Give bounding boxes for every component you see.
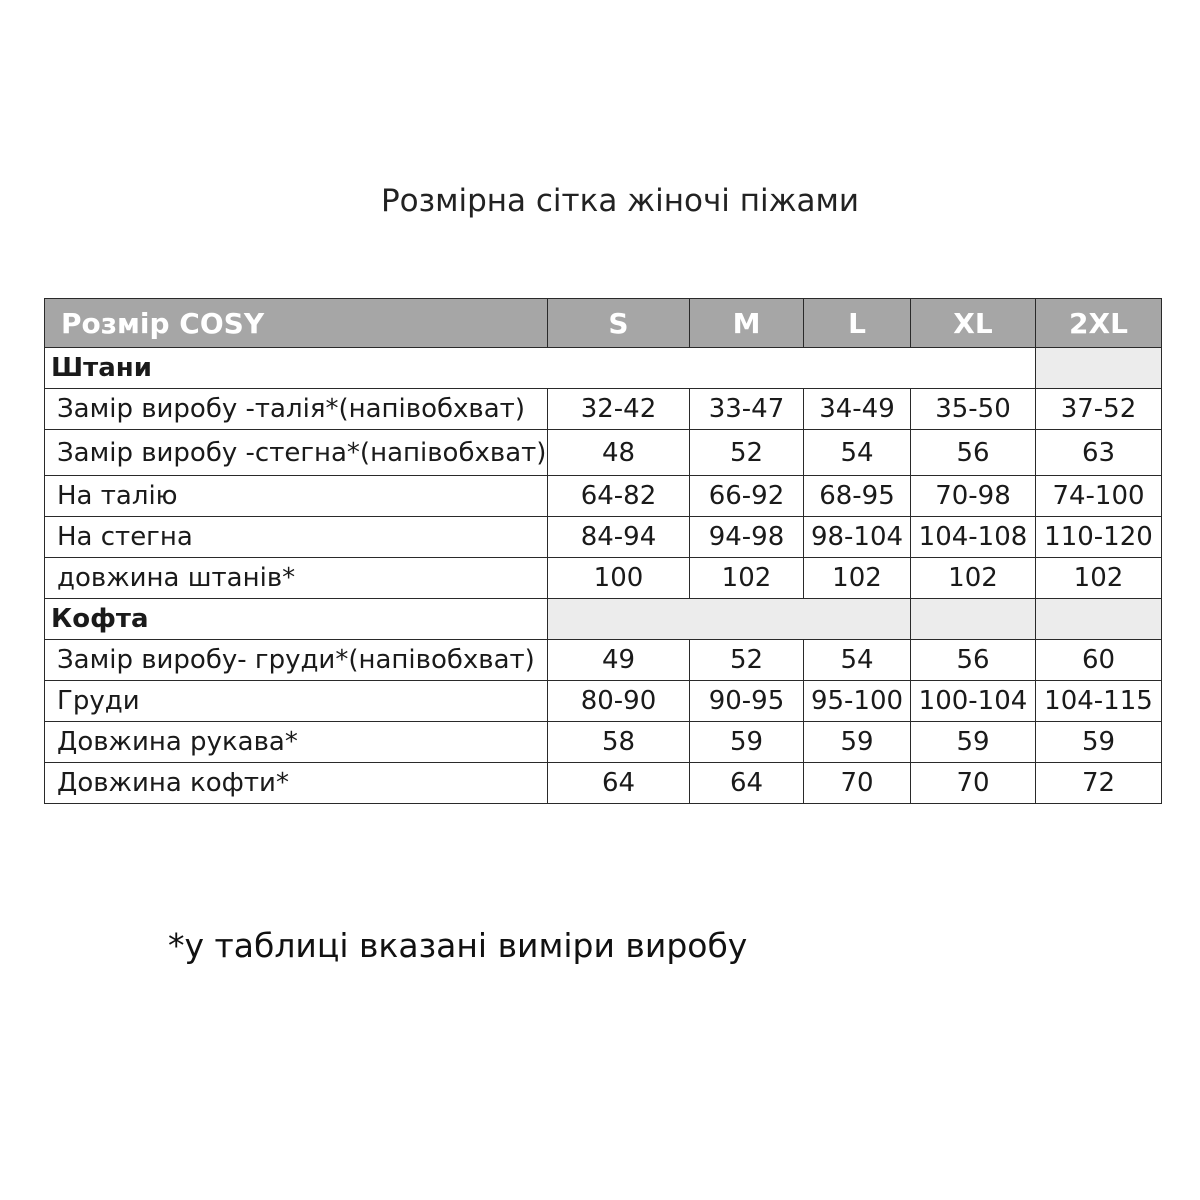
header-cell-m: M [690,299,804,348]
cell-xl: 56 [911,640,1036,681]
row-label: Замір виробу -талія*(напівобхват) [45,389,548,430]
header-cell-2xl: 2XL [1036,299,1162,348]
section-row-top [45,599,1162,640]
size-table [44,298,1162,804]
section-shade-cell [1036,348,1162,389]
cell-l: 102 [804,558,911,599]
cell-s: 32-42 [548,389,690,430]
cell-2xl: 104-115 [1036,681,1162,722]
cell-xl: 100-104 [911,681,1036,722]
row-label: На талію [45,476,548,517]
cell-s: 84-94 [548,517,690,558]
cell-m: 64 [690,763,804,804]
row-label: Довжина кофти* [45,763,548,804]
cell-s: 58 [548,722,690,763]
cell-2xl: 74-100 [1036,476,1162,517]
cell-s: 64-82 [548,476,690,517]
cell-s: 100 [548,558,690,599]
cell-m: 59 [690,722,804,763]
section-row-pants [45,348,1162,389]
cell-m: 102 [690,558,804,599]
section-shade-cell [1036,599,1162,640]
row-label: Груди [45,681,548,722]
cell-m: 66-92 [690,476,804,517]
cell-2xl: 59 [1036,722,1162,763]
table-row [45,558,1162,599]
cell-s: 64 [548,763,690,804]
cell-xl: 104-108 [911,517,1036,558]
cell-l: 34-49 [804,389,911,430]
header-cell-s: S [548,299,690,348]
cell-l: 68-95 [804,476,911,517]
cell-l: 59 [804,722,911,763]
cell-s: 80-90 [548,681,690,722]
cell-xl: 70-98 [911,476,1036,517]
cell-2xl: 110-120 [1036,517,1162,558]
table-row [45,681,1162,722]
cell-m: 90-95 [690,681,804,722]
section-shade-cell [548,599,911,640]
table-row [45,389,1162,430]
footnote: *у таблиці вказані виміри виробу [168,926,748,965]
cell-2xl: 72 [1036,763,1162,804]
cell-l: 98-104 [804,517,911,558]
row-label: На стегна [45,517,548,558]
cell-l: 54 [804,430,911,476]
cell-2xl: 60 [1036,640,1162,681]
row-label: Замір виробу- груди*(напівобхват) [45,640,548,681]
cell-2xl: 102 [1036,558,1162,599]
cell-xl: 56 [911,430,1036,476]
cell-xl: 102 [911,558,1036,599]
page-title: Розмірна сітка жіночі піжами [380,183,860,219]
table-row [45,476,1162,517]
table-row [45,763,1162,804]
cell-l: 70 [804,763,911,804]
cell-l: 54 [804,640,911,681]
cell-xl: 35-50 [911,389,1036,430]
table-row [45,430,1162,476]
row-label: Замір виробу -стегна*(напівобхват) [45,430,548,476]
cell-m: 52 [690,640,804,681]
cell-xl: 59 [911,722,1036,763]
cell-s: 49 [548,640,690,681]
section-shade-cell [911,599,1036,640]
table-header-row [45,299,1162,348]
cell-m: 94-98 [690,517,804,558]
header-cell-size-label: Розмір COSY [45,299,548,348]
cell-m: 52 [690,430,804,476]
cell-s: 48 [548,430,690,476]
cell-l: 95-100 [804,681,911,722]
cell-m: 33-47 [690,389,804,430]
cell-2xl: 37-52 [1036,389,1162,430]
row-label: Довжина рукава* [45,722,548,763]
section-label: Кофта [45,599,548,640]
section-label: Штани [45,348,1036,389]
cell-xl: 70 [911,763,1036,804]
cell-2xl: 63 [1036,430,1162,476]
header-cell-l: L [804,299,911,348]
row-label: довжина штанів* [45,558,548,599]
header-cell-xl: XL [911,299,1036,348]
table-row [45,517,1162,558]
table-row [45,640,1162,681]
table-row [45,722,1162,763]
